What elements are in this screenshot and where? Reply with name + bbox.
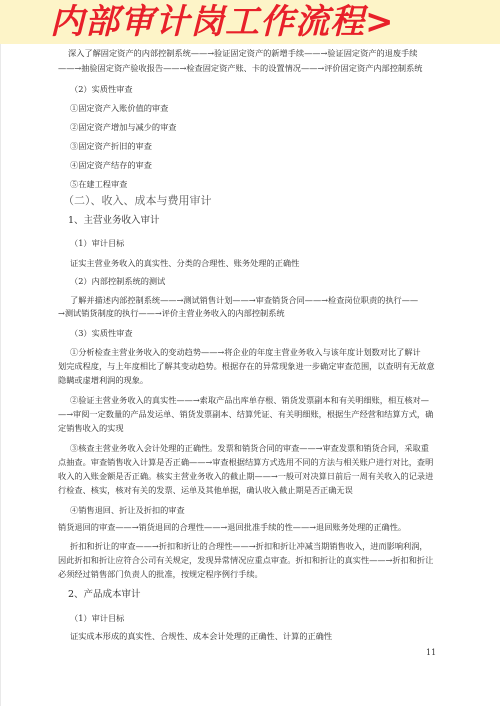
text-line: （3）实质性审查 [70,328,133,338]
title-banner [0,0,500,44]
text-line: ①固定资产入账价值的审查 [70,103,169,113]
text-line: →测试销货制度的执行——→评价主营业务收入的内部控制系统 [58,308,285,318]
text-line: 证实成本形成的真实性、合规性、成本会计处理的正确性、计算的正确性 [70,631,333,641]
text-line: ①分析检查主营业务收入的变动趋势——→将企业的年度主营业务收入与该年度计划数对比了解计 [70,347,421,357]
subsection-heading: 2、产品成本审计 [68,589,141,600]
text-line: 深入了解固定资产的内部控制系统——→验证固定资产的新增手续——→验证固定资产的退废手续 [68,48,418,58]
text-line: 了解并描述内部控制系统——→测试销售计划——→审查销货合同——→检查岗位职责的执行—— [70,295,419,305]
subsection-heading: 1、主营业务收入审计 [68,215,160,226]
text-line: 行检查、核实，核对有关的发票、运单及其他单据，确认收入截止期是否正确无误 [58,485,353,495]
text-line: 因此折扣和折让应符合公司有关规定，发现异常情况应重点审查。折扣和折让的真实性——→折扣和折让 [58,555,434,565]
text-line: （2）实质性审查 [70,84,133,94]
page-title: 内部审计岗工作流程> [50,2,395,42]
text-line: 证实主营业务收入的真实性、分类的合理性、账务处理的正确性 [70,258,300,268]
text-line: ⑤在建工程审查 [70,179,128,189]
text-line: ③固定资产折旧的审查 [70,141,152,151]
section-heading: （二）、收入、成本与费用审计 [63,194,212,207]
text-line: （2）内部控制系统的测试 [70,276,166,286]
text-line: 销货退回的审查——→销货退回的合理性——→退回批准手续的性——→退回账务处理的正确性。 [58,522,407,532]
page-edge [0,0,1,706]
text-line: 点抽查。审查销售收入计算是否正确——→审查根据结算方式选用不同的方法与相关账户进行对比，查明 [58,457,434,467]
text-line: 隐瞒或虚增利润的现象。 [58,375,149,385]
text-line: ③核查主营业务收入会计处理的正确性。发票和销货合同的审查——→审查发票和销货合同，采取重 [70,443,429,453]
text-line: ②验证主营业务收入的真实性——→索取产品出库单存根、销货发票副本和有关明细账，相互核对— [70,395,429,405]
text-line: 必须经过销售部门负责人的批准，按规定程序例行手续。 [58,569,263,579]
text-line: 折扣和折让的审查——→折扣和折让的合理性——→折扣和折让冲减当期销售收入，进而影响利润， [70,541,428,551]
text-line: 收入的入账金额是否正确。核实主营业务收入的截止期——→一般可对决算日前后一周有关收入的记录进 [58,471,434,481]
text-line: （1）审计目标 [70,613,125,623]
page-number: 11 [426,648,437,657]
text-line: ②固定资产增加与减少的审查 [70,122,177,132]
text-line: ④销售退回、折让及折扣的审查 [70,505,185,515]
text-line: ④固定资产结存的审查 [70,160,152,170]
text-line: 划完成程度，与上年度相比了解其变动趋势。根据存在的异常现象进一步确定审查范围，以查明有无故意 [58,361,435,371]
text-line: —→审阅一定数量的产品发运单、销货发票副本、结算凭证、有关明细账，根据生产经营和结算方式，确 [58,409,434,419]
text-line: （1）审计目标 [70,238,125,248]
text-line: ——→抽验固定资产验收报告——→检查固定资产账、卡的设置情况——→评价固定资产内部控制系统 [58,63,423,73]
text-line: 定销售收入的实现 [58,423,124,433]
